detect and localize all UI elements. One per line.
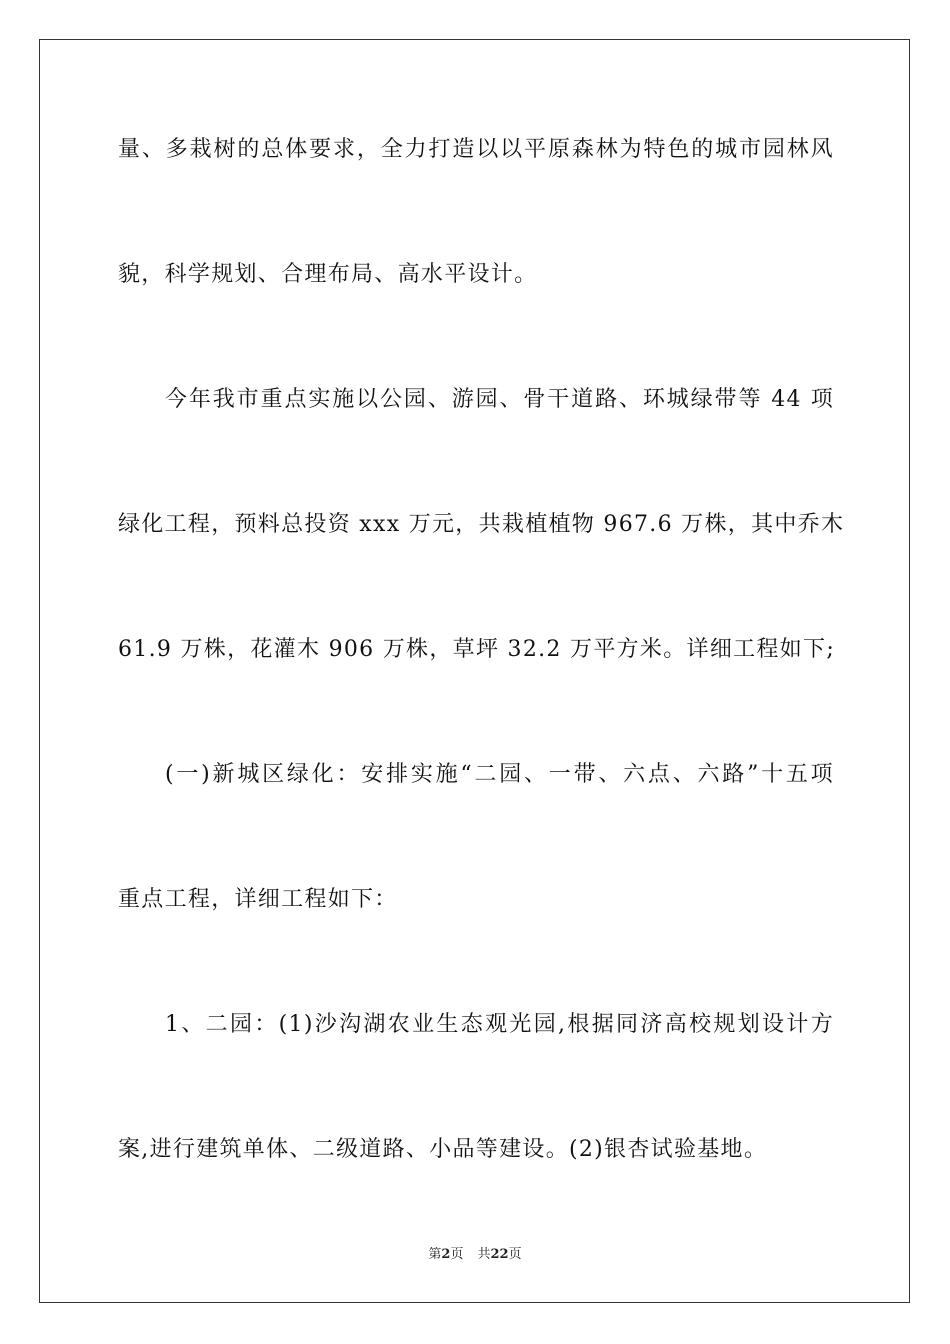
paragraph-line: 量、多栽树的总体要求，全力打造以以平原森林为特色的城市园林风 bbox=[118, 137, 834, 162]
total-suffix: 页 bbox=[508, 1247, 522, 1262]
paragraph-line: 今年我市重点实施以公园、游园、骨干道路、环城绿带等 44 项 bbox=[165, 387, 834, 412]
paragraph-line: 绿化工程，预料总投资 xxx 万元，共栽植植物 967.6 万株，其中乔木 bbox=[118, 512, 845, 537]
paragraph-line: 重点工程，详细工程如下： bbox=[118, 887, 398, 912]
paragraph-line: (一)新城区绿化：安排实施“二园、一带、六点、六路”十五项 bbox=[165, 762, 834, 787]
page-border bbox=[39, 39, 910, 1303]
paragraph-line: 1、二园：(1)沙沟湖农业生态观光园,根据同济高校规划设计方 bbox=[165, 1012, 834, 1037]
page-suffix: 页 bbox=[450, 1247, 464, 1262]
total-pages: 22 bbox=[490, 1247, 509, 1262]
page-number: 2 bbox=[441, 1247, 451, 1262]
total-prefix: 共 bbox=[477, 1247, 491, 1262]
paragraph-line: 61.9 万株，花灌木 906 万株，草坪 32.2 万平方米。详细工程如下; bbox=[118, 637, 836, 662]
page-prefix: 第 bbox=[428, 1247, 442, 1262]
paragraph-line: 貌，科学规划、合理布局、高水平设计。 bbox=[118, 262, 538, 287]
page-footer bbox=[0, 1247, 950, 1263]
paragraph-line: 案,进行建筑单体、二级道路、小品等建设。(2)银杏试验基地。 bbox=[118, 1137, 768, 1162]
